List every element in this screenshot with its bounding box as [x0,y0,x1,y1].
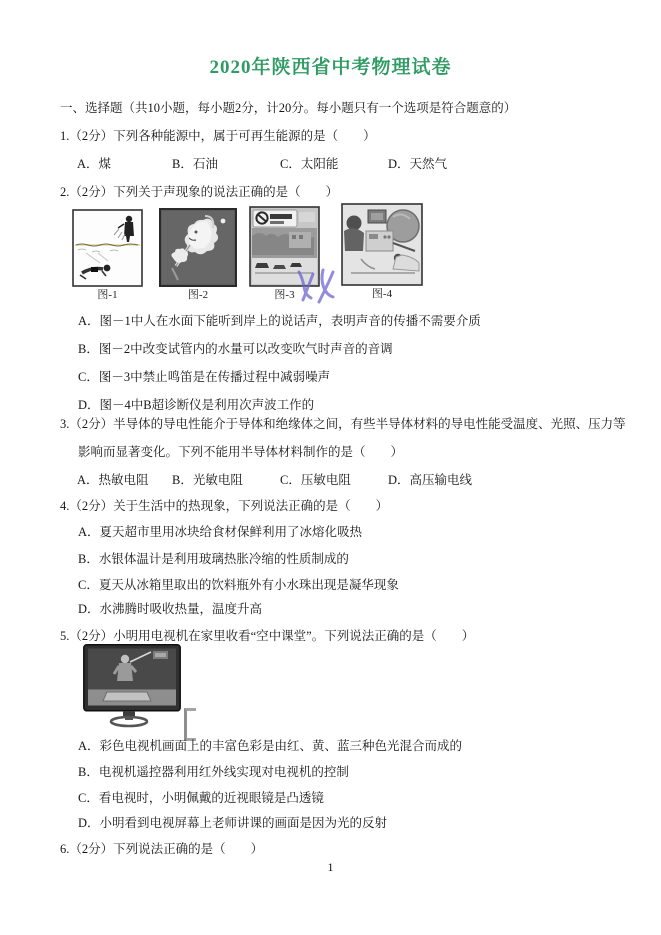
page-title: 2020年陕西省中考物理试卷 [209,57,452,78]
page-number: 1 [327,860,334,874]
q3-option-b: B．光敏电阻 [172,473,243,487]
figure-2-caption: 图-2 [187,289,209,301]
q1-option-c: C．太阳能 [280,157,339,171]
figure-2 [159,208,237,302]
q5-option-c: C．看电视时，小明佩戴的近视眼镜是凸透镜 [78,791,324,805]
figure-1 [72,209,143,302]
q2-option-d: D．图－4中B超诊断仪是利用次声波工作的 [78,398,315,412]
q5-option-d: D．小明看到电视屏幕上老师讲课的画面是因为光的反射 [78,816,388,830]
question-1-stem: 1.（2分）下列各种能源中，属于可再生能源的是（ ） [60,129,376,143]
q3-option-a: A．热敏电阻 [77,473,149,487]
q2-option-a: A．图－1中人在水面下能听到岸上的说话声，表明声音的传播不需要介质 [78,314,481,328]
figure-1-swimmer-illustration [72,209,143,287]
figure-2-testtube-illustration [159,208,237,287]
question-3-stem: 3.（2分）半导体的导电性能介于导体和绝缘体之间，有些半导体材料的导电性能受温度、光照、压力等影响而显著变化。下列不能用半导体材料制作的是（ ） [60,417,626,459]
purple-watermark-scribble [293,264,341,306]
q5-option-b: B．电视机遥控器利用红外线实现对电视机的控制 [78,765,349,779]
q4-option-d: D．水沸腾时吸收热量，温度升高 [78,602,263,616]
q3-option-c: C．压敏电阻 [280,473,351,487]
q3-option-d: D．高压输电线 [388,473,473,487]
figure-4 [341,203,423,301]
question-2-stem: 2.（2分）下列关于声现象的说法正确的是（ ） [60,185,339,199]
question-6-stem: 6.（2分）下列说法正确的是（ ） [60,842,264,856]
q4-option-b: B．水银体温计是利用玻璃热胀冷缩的性质制成的 [78,552,349,566]
tv-classroom-illustration [83,644,181,730]
question-3-options [60,470,616,490]
q2-option-b: B．图－2中改变试管内的水量可以改变吹气时声音的音调 [78,342,393,356]
q2-option-c: C．图－3中禁止鸣笛是在传播过程中减弱噪声 [78,370,331,384]
q1-option-b: B．石油 [172,157,218,171]
question-5-stem: 5.（2分）小明用电视机在家里收看“空中课堂”。下列说法正确的是（ ） [60,629,475,643]
question-4-stem: 4.（2分）关于生活中的热现象，下列说法正确的是（ ） [60,499,389,513]
figure-1-caption: 图-1 [97,289,118,301]
section-heading: 一、选择题（共10小题，每小题2分，计20分。每小题只有一个选项是符合题意的） [60,101,517,115]
q4-option-c: C．夏天从冰箱里取出的饮料瓶外有小水珠出现是凝华现象 [78,578,399,592]
figure-3-caption: 图-3 [274,289,295,301]
q1-option-d: D．天然气 [388,157,448,171]
figure-4-ultrasound-machine-photo [341,203,423,286]
q5-option-a: A．彩色电视机画面上的丰富色彩是由红、黄、蓝三种色光混合而成的 [78,739,463,753]
q4-option-a: A．夏天超市里用冰块给食材保鲜利用了冰熔化吸热 [78,525,363,539]
figure-4-caption: 图-4 [371,288,393,300]
q1-option-a: A．煤 [77,157,112,171]
question-1-options [60,154,616,174]
